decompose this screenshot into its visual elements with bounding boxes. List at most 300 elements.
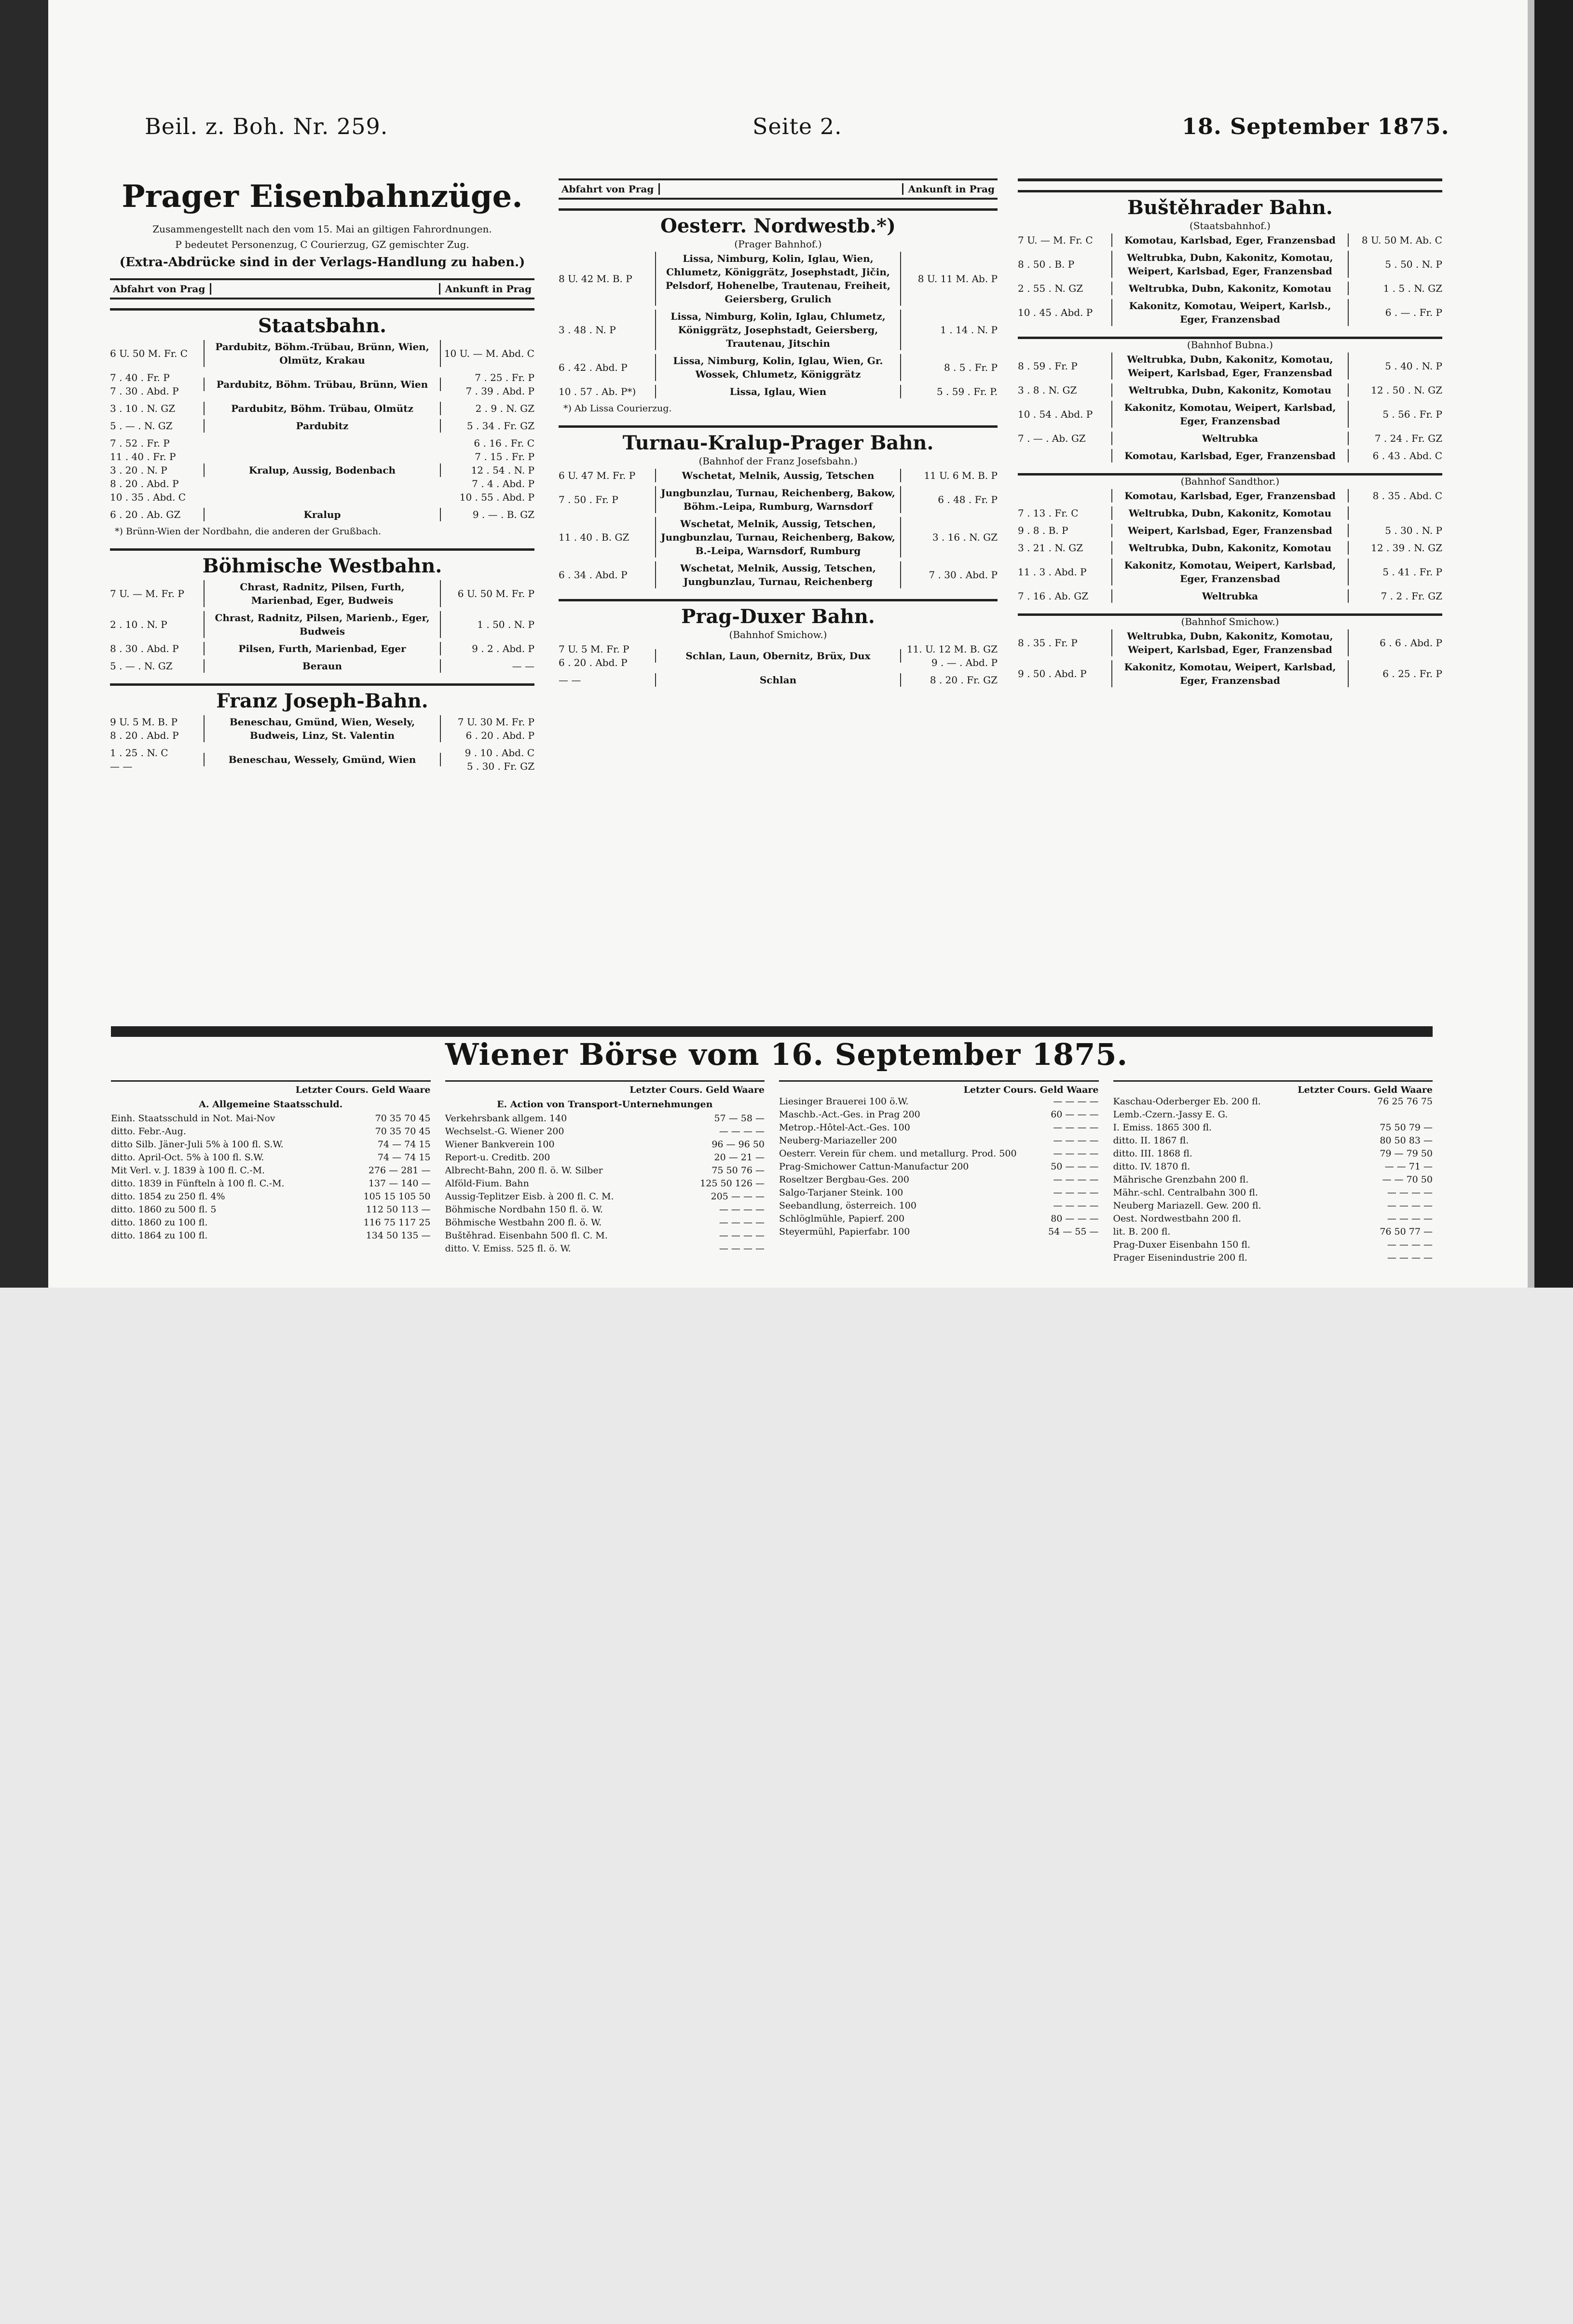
stock-price: — — — — (1053, 1200, 1099, 1211)
stock-name: lit. B. 200 fl. (1113, 1226, 1171, 1237)
stock-price: — — — — (1387, 1213, 1433, 1224)
stock-price: 20 — 21 — (714, 1152, 765, 1163)
route-stations: Kralup, Aussig, Bodenbach (204, 463, 441, 477)
timetable-row (1018, 249, 1442, 280)
timetable-row (110, 640, 534, 657)
timetable-row (559, 671, 998, 689)
stock-row (779, 1173, 1099, 1186)
route-stations: Komotau, Karlsbad, Eger, Franzensbad (1111, 449, 1349, 462)
departure-time: 9 U. 5 M. B. P 8 . 20 . Abd. P (110, 716, 179, 741)
route-stations: Kralup (204, 508, 441, 521)
timetable-row (559, 559, 998, 590)
stock-row (1113, 1160, 1433, 1173)
stock-price: 112 50 113 — (366, 1204, 431, 1215)
stock-price: 70 35 70 45 (375, 1126, 431, 1137)
stock-name: Salgo-Tarjaner Steink. 100 (779, 1187, 903, 1198)
arrival-time: 1 . 14 . N. P (940, 324, 998, 336)
route-stations: Weltrubka, Dubn, Kakonitz, Komotau (1111, 383, 1349, 397)
stock-name: ditto Silb. Jäner-Juli 5% à 100 fl. S.W. (111, 1139, 284, 1150)
stock-name: Maschb.-Act.-Ges. in Prag 200 (779, 1109, 920, 1120)
stock-row (1113, 1121, 1433, 1134)
timetable-row (110, 744, 534, 775)
stock-row (111, 1229, 431, 1242)
stock-price: 74 — 74 15 (377, 1152, 431, 1163)
boerse-column (445, 1080, 765, 1264)
arrival-time: 12 . 50 . N. GZ (1371, 384, 1442, 396)
departure-time: 6 . 20 . Ab. GZ (110, 509, 181, 520)
arrival-time: 12 . 39 . N. GZ (1371, 542, 1442, 554)
stock-row (111, 1151, 431, 1164)
departure-time: 3 . 48 . N. P (559, 324, 616, 336)
stock-price: 50 — — — (1051, 1161, 1099, 1172)
stock-name: Liesinger Brauerei 100 ö.W. (779, 1096, 909, 1107)
stock-name: ditto. II. 1867 fl. (1113, 1135, 1189, 1146)
route-stations: Beneschau, Gmünd, Wien, Wesely, Budweis, Linz, St. Valentin (204, 715, 441, 742)
departure-time: 6 . 42 . Abd. P (559, 362, 628, 373)
stock-row (111, 1177, 431, 1190)
arrival-time: 6 . 25 . Fr. P (1382, 668, 1442, 680)
stock-price: — — — — (1053, 1135, 1099, 1146)
railway-name: Buštěhrader Bahn. (1127, 196, 1333, 219)
route-stations: Weipert, Karlsbad, Eger, Franzensbad (1111, 524, 1349, 537)
boerse-columns (111, 1080, 1433, 1264)
stock-price: — — — — (1387, 1239, 1433, 1250)
stock-row (1113, 1173, 1433, 1186)
header-departure: Abfahrt von Prag (561, 183, 654, 195)
stock-row (779, 1095, 1099, 1108)
stock-row (445, 1242, 765, 1255)
stock-price: — — 71 — (1384, 1161, 1433, 1172)
stock-price: 116 75 117 25 (363, 1217, 431, 1228)
stock-row (779, 1108, 1099, 1121)
timetable-row (1018, 658, 1442, 689)
route-stations: Weltrubka, Dubn, Kakonitz, Komotau (1111, 282, 1349, 295)
stock-name: ditto. 1860 zu 100 fl. (111, 1217, 208, 1228)
stock-name: ditto. 1864 zu 100 fl. (111, 1230, 208, 1241)
departure-time: 1 . 25 . N. C — — (110, 747, 168, 772)
departure-time: 3 . 21 . N. GZ (1018, 542, 1083, 554)
stock-name: Oest. Nordwestbahn 200 fl. (1113, 1213, 1242, 1224)
railway-name: Turnau-Kralup-Prager Bahn. (622, 432, 934, 454)
timetable-row (559, 467, 998, 484)
timetable-row (559, 250, 998, 308)
route-stations: Pardubitz, Böhm.-Trübau, Brünn, Wien, Olmütz, Krakau (204, 340, 441, 367)
timetable-row (1018, 381, 1442, 399)
route-stations: Weltrubka (1111, 589, 1349, 603)
arrival-time: 7 . 2 . Fr. GZ (1381, 590, 1442, 602)
timetable-row (559, 352, 998, 383)
header-arrival: Ankunft in Prag (908, 183, 995, 195)
railway-name: Franz Joseph-Bahn. (216, 690, 428, 712)
stock-row (1113, 1199, 1433, 1212)
timetable-row (1018, 587, 1442, 605)
departure-time: 8 . 30 . Abd. P (110, 643, 179, 654)
stock-price: — — — — (1387, 1252, 1433, 1263)
stock-row (445, 1112, 765, 1125)
departure-time: 7 . 52 . Fr. P 11 . 40 . Fr. P 3 . 20 . N. P 8 . 20 . Abd. P 10 . 35 . Abd. C (110, 437, 186, 503)
arrival-time: 7 . 24 . Fr. GZ (1374, 433, 1442, 444)
railway-section (1018, 473, 1442, 605)
route-stations: Pilsen, Furth, Marienbad, Eger (204, 642, 441, 655)
timetable-row (1018, 430, 1442, 447)
timetable-row (1018, 399, 1442, 430)
railway-station: (Staatsbahnhof.) (1190, 220, 1271, 231)
stock-name: Kaschau-Oderberger Eb. 200 fl. (1113, 1096, 1261, 1107)
stock-name: Aussig-Teplitzer Eisb. à 200 fl. C. M. (445, 1191, 614, 1202)
stock-name: Neuberg Mariazell. Gew. 200 fl. (1113, 1200, 1261, 1211)
timetable-row (110, 435, 534, 506)
stock-price: — — 70 50 (1382, 1174, 1433, 1185)
stock-name: Schlöglmühle, Papierf. 200 (779, 1213, 905, 1224)
timetable-row (110, 578, 534, 609)
timetable-row (1018, 504, 1442, 522)
stock-row (445, 1151, 765, 1164)
route-stations: Kakonitz, Komotau, Weipert, Karlsb., Eger, Franzensbad (1111, 299, 1349, 326)
stock-row (779, 1121, 1099, 1134)
header-departure: Abfahrt von Prag (113, 283, 205, 295)
arrival-time: 8 U. 11 M. Ab. P (917, 273, 998, 285)
route-stations: Chrast, Radnitz, Pilsen, Marienb., Eger, Budweis (204, 611, 441, 638)
arrival-time: 5 . 50 . N. P (1385, 258, 1442, 270)
stock-name: Steyermühl, Papierfabr. 100 (779, 1226, 910, 1237)
departure-time: 8 . 35 . Fr. P (1018, 637, 1078, 649)
stock-name: Buštěhrad. Eisenbahn 500 fl. C. M. (445, 1230, 608, 1241)
timetable-row (559, 640, 998, 671)
stock-row (1113, 1225, 1433, 1238)
stock-row (111, 1112, 431, 1125)
route-stations: Wschetat, Melnik, Aussig, Tetschen, Jungbunzlau, Turnau, Reichenberg, Bakow, B.-Leipa, Warnsdorf, Rumburg (655, 517, 901, 557)
stock-row (445, 1229, 765, 1242)
timetable-row (1018, 557, 1442, 587)
departure-time: 9 . 50 . Abd. P (1018, 668, 1087, 680)
departure-time: 3 . 10 . N. GZ (110, 403, 176, 414)
stock-name: Böhmische Westbahn 200 fl. ö. W. (445, 1217, 602, 1228)
timetable-row (1018, 487, 1442, 504)
railway-station: (Bahnhof Smichow.) (729, 629, 827, 640)
column-1 (110, 178, 534, 775)
route-stations: Kakonitz, Komotau, Weipert, Karlsbad, Eger, Franzensbad (1111, 401, 1349, 428)
route-stations: Beraun (204, 659, 441, 673)
timetable-row (110, 657, 534, 675)
stock-price: 60 — — — (1051, 1109, 1099, 1120)
arrival-time: 5 . 30 . N. P (1385, 525, 1442, 536)
railway-name: Böhmische Westbahn. (202, 555, 442, 577)
timetable-row (1018, 447, 1442, 464)
route-stations: Lissa, Nimburg, Kolin, Iglau, Wien, Gr. Wossek, Chlumetz, Königgrätz (655, 354, 901, 381)
departure-time: 7 U. — M. Fr. C (1018, 234, 1093, 246)
route-stations: Kakonitz, Komotau, Weipert, Karlsbad, Eger, Franzensbad (1111, 660, 1349, 687)
stock-name: ditto. 1839 in Fünfteln à 100 fl. C.-M. (111, 1178, 285, 1189)
stock-name: Mährische Grenzbahn 200 fl. (1113, 1174, 1249, 1185)
boerse-section: E. Action von Transport-Unternehmungen (497, 1099, 713, 1110)
stock-row (445, 1138, 765, 1151)
departure-time: 7 . 13 . Fr. C (1018, 507, 1079, 519)
route-stations: Wschetat, Melnik, Aussig, Tetschen, Jungbunzlau, Turnau, Reichenberg (655, 561, 901, 588)
railway-section (110, 308, 534, 540)
arrival-time: 6 . — . Fr. P (1385, 307, 1442, 318)
arrival-time: 7 . 30 . Abd. P (929, 569, 998, 581)
stock-price: — — — — (1053, 1096, 1099, 1107)
railway-section (110, 683, 534, 775)
railway-section (1018, 613, 1442, 689)
timetable-row (559, 484, 998, 515)
route-stations: Weltrubka, Dubn, Kakonitz, Komotau (1111, 541, 1349, 555)
route-stations: Komotau, Karlsbad, Eger, Franzensbad (1111, 489, 1349, 503)
route-stations: Schlan, Laun, Obernitz, Brüx, Dux (655, 649, 901, 663)
stock-price: 80 — — — (1051, 1213, 1099, 1224)
stock-row (111, 1190, 431, 1203)
stock-price: 74 — 74 15 (377, 1139, 431, 1150)
stock-row (1113, 1251, 1433, 1264)
stock-price: — — — — (1387, 1187, 1433, 1198)
departure-time: 7 U. 5 M. Fr. P 6 . 20 . Abd. P (559, 643, 629, 668)
stock-name: ditto. V. Emiss. 525 fl. ö. W. (445, 1243, 571, 1254)
timetable-row (1018, 280, 1442, 297)
stock-price: — — — — (719, 1204, 765, 1215)
stock-price: — — — — (1053, 1174, 1099, 1185)
route-stations: Weltrubka, Dubn, Kakonitz, Komotau (1111, 506, 1349, 520)
stock-price: 205 — — — (711, 1191, 765, 1202)
stock-row (445, 1203, 765, 1216)
arrival-time: 6 . 48 . Fr. P (938, 494, 998, 505)
stock-price: 54 — 55 — (1048, 1226, 1099, 1237)
departure-time: 7 . 16 . Ab. GZ (1018, 590, 1089, 602)
railway-section (110, 548, 534, 675)
stock-row (1113, 1095, 1433, 1108)
stock-row (445, 1177, 765, 1190)
stock-price: 76 25 76 75 (1377, 1096, 1433, 1107)
boerse-title: Wiener Börse vom 16. September 1875. (445, 1037, 1128, 1072)
arrival-time: 9 . — . B. GZ (472, 509, 534, 520)
stock-name: Verkehrsbank allgem. 140 (445, 1113, 567, 1124)
stock-row (779, 1147, 1099, 1160)
stock-name: I. Emiss. 1865 300 fl. (1113, 1122, 1212, 1133)
route-stations: Chrast, Radnitz, Pilsen, Furth, Marienbad, Eger, Budweis (204, 580, 441, 607)
stock-name: Oesterr. Verein für chem. und metallurg. Prod. 500 (779, 1148, 1017, 1159)
route-stations: Beneschau, Wessely, Gmünd, Wien (204, 753, 441, 766)
route-stations: Lissa, Nimburg, Kolin, Iglau, Wien, Chlumetz, Königgrätz, Josephstadt, Jičin, Pelsdorf, Hohenelbe, Trautenau, Freiheit, Geiersberg, Grulich (655, 252, 901, 306)
stock-name: Prager Eisenindustrie 200 fl. (1113, 1252, 1247, 1263)
stock-row (1113, 1212, 1433, 1225)
stock-name: Wiener Bankverein 100 (445, 1139, 555, 1150)
arrival-time: 6 . 16 . Fr. C 7 . 15 . Fr. P 12 . 54 . N. P 7 . 4 . Abd. P 10 . 55 . Abd. P (459, 437, 534, 503)
stock-name: Mit Verl. v. J. 1839 à 100 fl. C.-M. (111, 1165, 265, 1176)
timetable-row (559, 515, 998, 559)
departure-time: 7 . 40 . Fr. P 7 . 30 . Abd. P (110, 372, 179, 397)
stock-name: ditto. 1854 zu 250 fl. 4% (111, 1191, 225, 1202)
stock-price: — — — — (719, 1243, 765, 1254)
route-stations: Wschetat, Melnik, Aussig, Tetschen (655, 469, 901, 482)
railway-name: Staatsbahn. (258, 314, 387, 337)
section-note: *) Brünn-Wien der Nordbahn, die anderen der Grußbach. (115, 526, 381, 537)
route-stations: Komotau, Karlsbad, Eger, Franzensbad (1111, 233, 1349, 247)
stock-price: 80 50 83 — (1380, 1135, 1433, 1146)
prager-line3: (Extra-Abdrücke sind in der Verlags-Handlung zu haben.) (119, 255, 525, 270)
stock-price (1427, 1108, 1433, 1121)
timetable-row (110, 506, 534, 523)
prager-line2: P bedeutet Personenzug, C Courierzug, GZ gemischter Zug. (175, 239, 469, 250)
stock-name: Report-u. Creditb. 200 (445, 1152, 550, 1163)
stock-price: 75 50 79 — (1380, 1122, 1433, 1133)
departure-time: 8 . 59 . Fr. P (1018, 360, 1078, 372)
railway-station: (Bahnhof der Franz Josefsbahn.) (698, 455, 858, 467)
stock-row (1113, 1147, 1433, 1160)
stock-name: Metrop.-Hôtel-Act.-Ges. 100 (779, 1122, 910, 1133)
railway-section (559, 425, 998, 590)
route-stations: Jungbunzlau, Turnau, Reichenberg, Bakow, Böhm.-Leipa, Rumburg, Warnsdorf (655, 486, 901, 513)
stock-price: — — — — (1053, 1122, 1099, 1133)
route-stations: Weltrubka, Dubn, Kakonitz, Komotau, Weipert, Karlsbad, Eger, Franzensbad (1111, 629, 1349, 656)
stock-name: Mähr.-schl. Centralbahn 300 fl. (1113, 1187, 1258, 1198)
stock-row (779, 1199, 1099, 1212)
page-edge-shadow (1534, 0, 1573, 1288)
stock-row (111, 1138, 431, 1151)
arrival-time: 7 U. 30 M. Fr. P 6 . 20 . Abd. P (457, 716, 534, 741)
stock-price: 105 15 105 50 (363, 1191, 431, 1202)
stock-price: 125 50 126 — (700, 1178, 765, 1189)
arrival-time: 11 U. 6 M. B. P (924, 470, 998, 481)
stock-name: Böhmische Nordbahn 150 fl. ö. W. (445, 1204, 603, 1215)
price-header: Letzter Cours. Geld Waare (963, 1085, 1099, 1095)
timetable-row (110, 609, 534, 640)
route-stations: Weltrubka (1111, 432, 1349, 445)
stock-row (111, 1216, 431, 1229)
arrival-time: — — (512, 660, 534, 672)
arrival-time: 1 . 5 . N. GZ (1383, 283, 1442, 294)
stock-row (779, 1186, 1099, 1199)
arrival-time: 6 . 6 . Abd. P (1380, 637, 1442, 649)
departure-time: 8 . 50 . B. P (1018, 258, 1075, 270)
departure-time: 11 . 40 . B. GZ (559, 531, 629, 543)
stock-row (111, 1164, 431, 1177)
boerse-column (779, 1080, 1099, 1264)
stock-price: 137 — 140 — (368, 1178, 431, 1189)
railway-section (559, 208, 998, 417)
railway-name: Prag-Duxer Bahn. (681, 605, 875, 628)
boerse-section: A. Allgemeine Staatsschuld. (199, 1099, 343, 1110)
timetable-row (1018, 297, 1442, 328)
price-header: Letzter Cours. Geld Waare (629, 1085, 765, 1095)
stock-row (111, 1125, 431, 1138)
departure-time: — — (559, 674, 581, 686)
departure-time: 5 . — . N. GZ (110, 420, 173, 432)
timetable-row (559, 308, 998, 352)
departure-time: 7 . — . Ab. GZ (1018, 433, 1086, 444)
boerse-column (111, 1080, 431, 1264)
departure-time: 10 . 57 . Ab. P*) (559, 386, 636, 397)
arrival-time: 5 . 56 . Fr. P (1382, 408, 1442, 420)
stock-name: ditto. 1860 zu 500 fl. 5 (111, 1204, 217, 1215)
stock-price: — — — — (1053, 1187, 1099, 1198)
arrival-time: 7 . 25 . Fr. P 7 . 39 . Abd. P (465, 372, 534, 397)
stock-row (445, 1125, 765, 1138)
arrival-time: 6 U. 50 M. Fr. P (457, 588, 534, 599)
timetable-row (110, 338, 534, 369)
route-stations: Schlan (655, 673, 901, 687)
stock-name: Roseltzer Bergbau-Ges. 200 (779, 1174, 909, 1185)
stock-name: Alföld-Fium. Bahn (445, 1178, 529, 1189)
timetable-row (110, 400, 534, 417)
railway-section (1018, 337, 1442, 464)
route-stations: Lissa, Nimburg, Kolin, Iglau, Chlumetz, Königgrätz, Josephstadt, Geiersberg, Trautenau, Jitschin (655, 310, 901, 350)
timetable-row (1018, 351, 1442, 381)
stock-price: — — — — (719, 1230, 765, 1241)
arrival-time: 5 . 59 . Fr. P. (936, 386, 998, 397)
stock-price: — — — — (1387, 1200, 1433, 1211)
stock-row (1113, 1134, 1433, 1147)
stock-price: 276 — 281 — (368, 1165, 431, 1176)
stock-row (779, 1160, 1099, 1173)
railway-station: (Bahnhof Sandthor.) (1180, 476, 1280, 487)
prager-line1: Zusammengestellt nach den vom 15. Mai an giltigen Fahrordnungen. (152, 223, 492, 235)
stock-name: Prag-Smichower Cattun-Manufactur 200 (779, 1161, 969, 1172)
arrival-time: 8 . 35 . Abd. C (1372, 490, 1442, 502)
header-arrival: Ankunft in Prag (445, 283, 532, 295)
railway-section (559, 599, 998, 689)
timetable-row (1018, 231, 1442, 249)
stock-row (445, 1164, 765, 1177)
arrival-time: 5 . 34 . Fr. GZ (466, 420, 534, 432)
arrival-time: 9 . 10 . Abd. C 5 . 30 . Fr. GZ (465, 747, 534, 772)
departure-time: 10 . 45 . Abd. P (1018, 307, 1093, 318)
departure-time: 3 . 8 . N. GZ (1018, 384, 1077, 396)
price-header: Letzter Cours. Geld Waare (295, 1085, 431, 1095)
stock-name: Prag-Duxer Eisenbahn 150 fl. (1113, 1239, 1251, 1250)
departure-time: 7 . 50 . Fr. P (559, 494, 618, 505)
stock-name: ditto. IV. 1870 fl. (1113, 1161, 1190, 1172)
timetable-row (110, 369, 534, 400)
timetable-row (1018, 522, 1442, 539)
timetable-row (559, 383, 998, 400)
stock-name: ditto. Febr.-Aug. (111, 1126, 186, 1137)
railway-station: (Bahnhof Smichow.) (1181, 616, 1279, 627)
stock-row (445, 1216, 765, 1229)
boerse-column (1113, 1080, 1433, 1264)
stock-row (779, 1134, 1099, 1147)
stock-name: ditto. III. 1868 fl. (1113, 1148, 1192, 1159)
timetable-row (1018, 627, 1442, 658)
route-stations: Weltrubka, Dubn, Kakonitz, Komotau, Weipert, Karlsbad, Eger, Franzensbad (1111, 251, 1349, 278)
page-edge-highlight (1528, 0, 1534, 1288)
column-2 (559, 178, 998, 689)
stock-price: 76 50 77 — (1380, 1226, 1433, 1237)
railway-name: Oesterr. Nordwestb.*) (660, 215, 896, 237)
price-header: Letzter Cours. Geld Waare (1298, 1085, 1433, 1095)
stock-price: 134 50 135 — (366, 1230, 431, 1241)
header-right: 18. September 1875. (1182, 113, 1450, 139)
arrival-time: 2 . 9 . N. GZ (475, 403, 534, 414)
stock-row (445, 1190, 765, 1203)
departure-time: 11 . 3 . Abd. P (1018, 566, 1087, 578)
stock-row (1113, 1238, 1433, 1251)
stock-name: Albrecht-Bahn, 200 fl. ö. W. Silber (445, 1165, 603, 1176)
stock-row (1113, 1186, 1433, 1199)
departure-time: 10 . 54 . Abd. P (1018, 408, 1093, 420)
arrival-time: 10 U. — M. Abd. C (444, 348, 534, 359)
stock-row (779, 1212, 1099, 1225)
stock-price: 75 50 76 — (711, 1165, 765, 1176)
stock-price: — — — — (719, 1217, 765, 1228)
route-stations: Pardubitz, Böhm. Trübau, Brünn, Wien (204, 378, 441, 391)
stock-name: Einh. Staatsschuld in Not. Mai-Nov (111, 1113, 275, 1124)
arrival-time: 9 . 2 . Abd. P (472, 643, 534, 654)
route-stations: Pardubitz, Böhm. Trübau, Olmütz (204, 402, 441, 415)
departure-time: 2 . 10 . N. P (110, 619, 167, 630)
departure-time: 8 U. 42 M. B. P (559, 273, 632, 285)
header-center: Seite 2. (752, 113, 842, 139)
arrival-time: 8 U. 50 M. Ab. C (1361, 234, 1442, 246)
stock-price: 79 — 79 50 (1380, 1148, 1433, 1159)
